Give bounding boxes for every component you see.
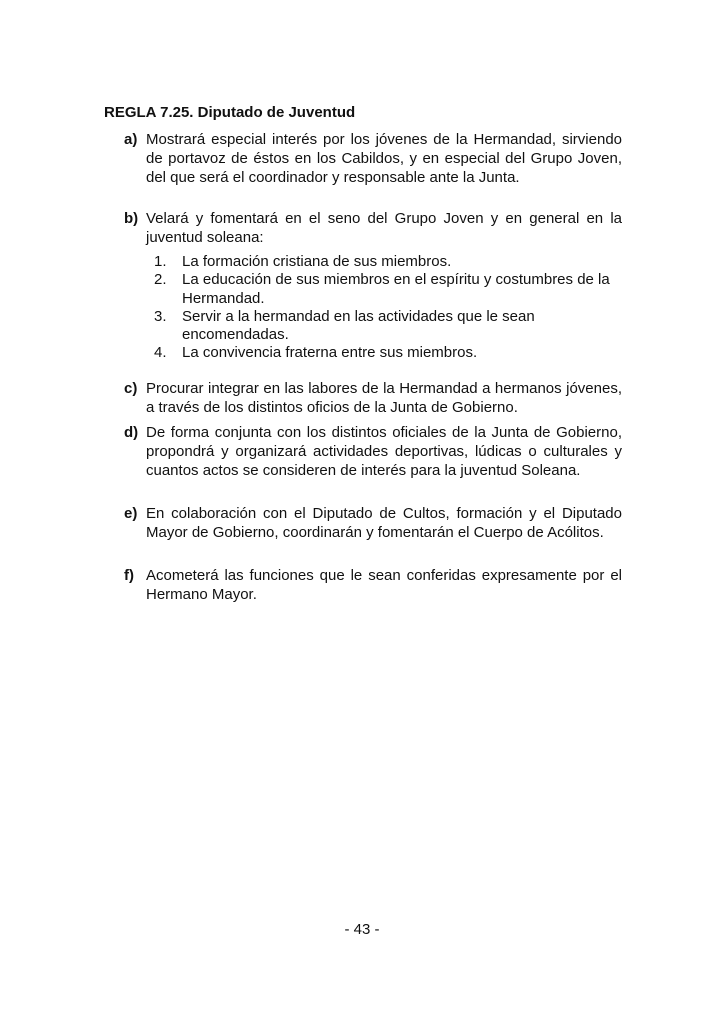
item-marker: d)	[124, 424, 139, 441]
sublist-number: 4.	[154, 344, 167, 362]
item-text: Acometerá las funciones que le sean conferidas expresamente por el Hermano Mayor.	[146, 567, 622, 603]
sublist	[154, 253, 622, 363]
list-item-a	[124, 130, 622, 187]
sublist-text: La formación cristiana de sus miembros.	[182, 253, 452, 270]
item-marker: b)	[124, 210, 139, 227]
item-marker: e)	[124, 505, 138, 522]
list-item-c	[124, 379, 622, 417]
sublist-text: La educación de sus miembros en el espíritu y costumbres de la Hermandad.	[182, 271, 610, 307]
rule-heading: REGLA 7.25. Diputado de Juventud	[104, 104, 356, 121]
item-text: En colaboración con el Diputado de Cultos, formación y el Diputado Mayor de Gobierno, coordinarán y fomentarán el Cuerpo de Acólitos.	[146, 505, 622, 541]
page-number: - 43 -	[344, 921, 380, 938]
sublist-item	[154, 253, 622, 271]
list-item-e	[124, 504, 622, 542]
item-marker: c)	[124, 380, 138, 397]
sublist-number: 1.	[154, 253, 167, 270]
sublist-item	[154, 308, 622, 345]
list-item-f	[124, 566, 622, 604]
sublist-number: 2.	[154, 271, 167, 289]
item-text: De forma conjunta con los distintos oficiales de la Junta de Gobierno, propondrá y organizará actividades deportivas, lúdicas o culturales y cuantos actos se consideren de interés para la juventud Soleana.	[146, 424, 622, 479]
item-marker: f)	[124, 567, 134, 584]
sublist-number: 3.	[154, 307, 167, 325]
sublist-text: Servir a la hermandad en las actividades que le sean encomendadas.	[182, 307, 535, 344]
list-item-d	[124, 423, 622, 480]
item-text: Mostrará especial interés por los jóvenes de la Hermandad, sirviendo de portavoz de éstos en los Cabildos, y en especial del Grupo Joven, del que será el coordinador y responsable ante la Junta.	[146, 131, 622, 186]
item-text: Velará y fomentará en el seno del Grupo Joven y en general en la juventud soleana:	[146, 210, 622, 246]
item-text: Procurar integrar en las labores de la Hermandad a hermanos jóvenes, a través de los distintos oficios de la Junta de Gobierno.	[146, 380, 622, 416]
sublist-text: La convivencia fraterna entre sus miembros.	[182, 344, 478, 362]
list-item-b	[124, 209, 622, 247]
item-marker: a)	[124, 131, 138, 148]
sublist-item	[154, 271, 622, 308]
sublist-item	[154, 344, 622, 362]
